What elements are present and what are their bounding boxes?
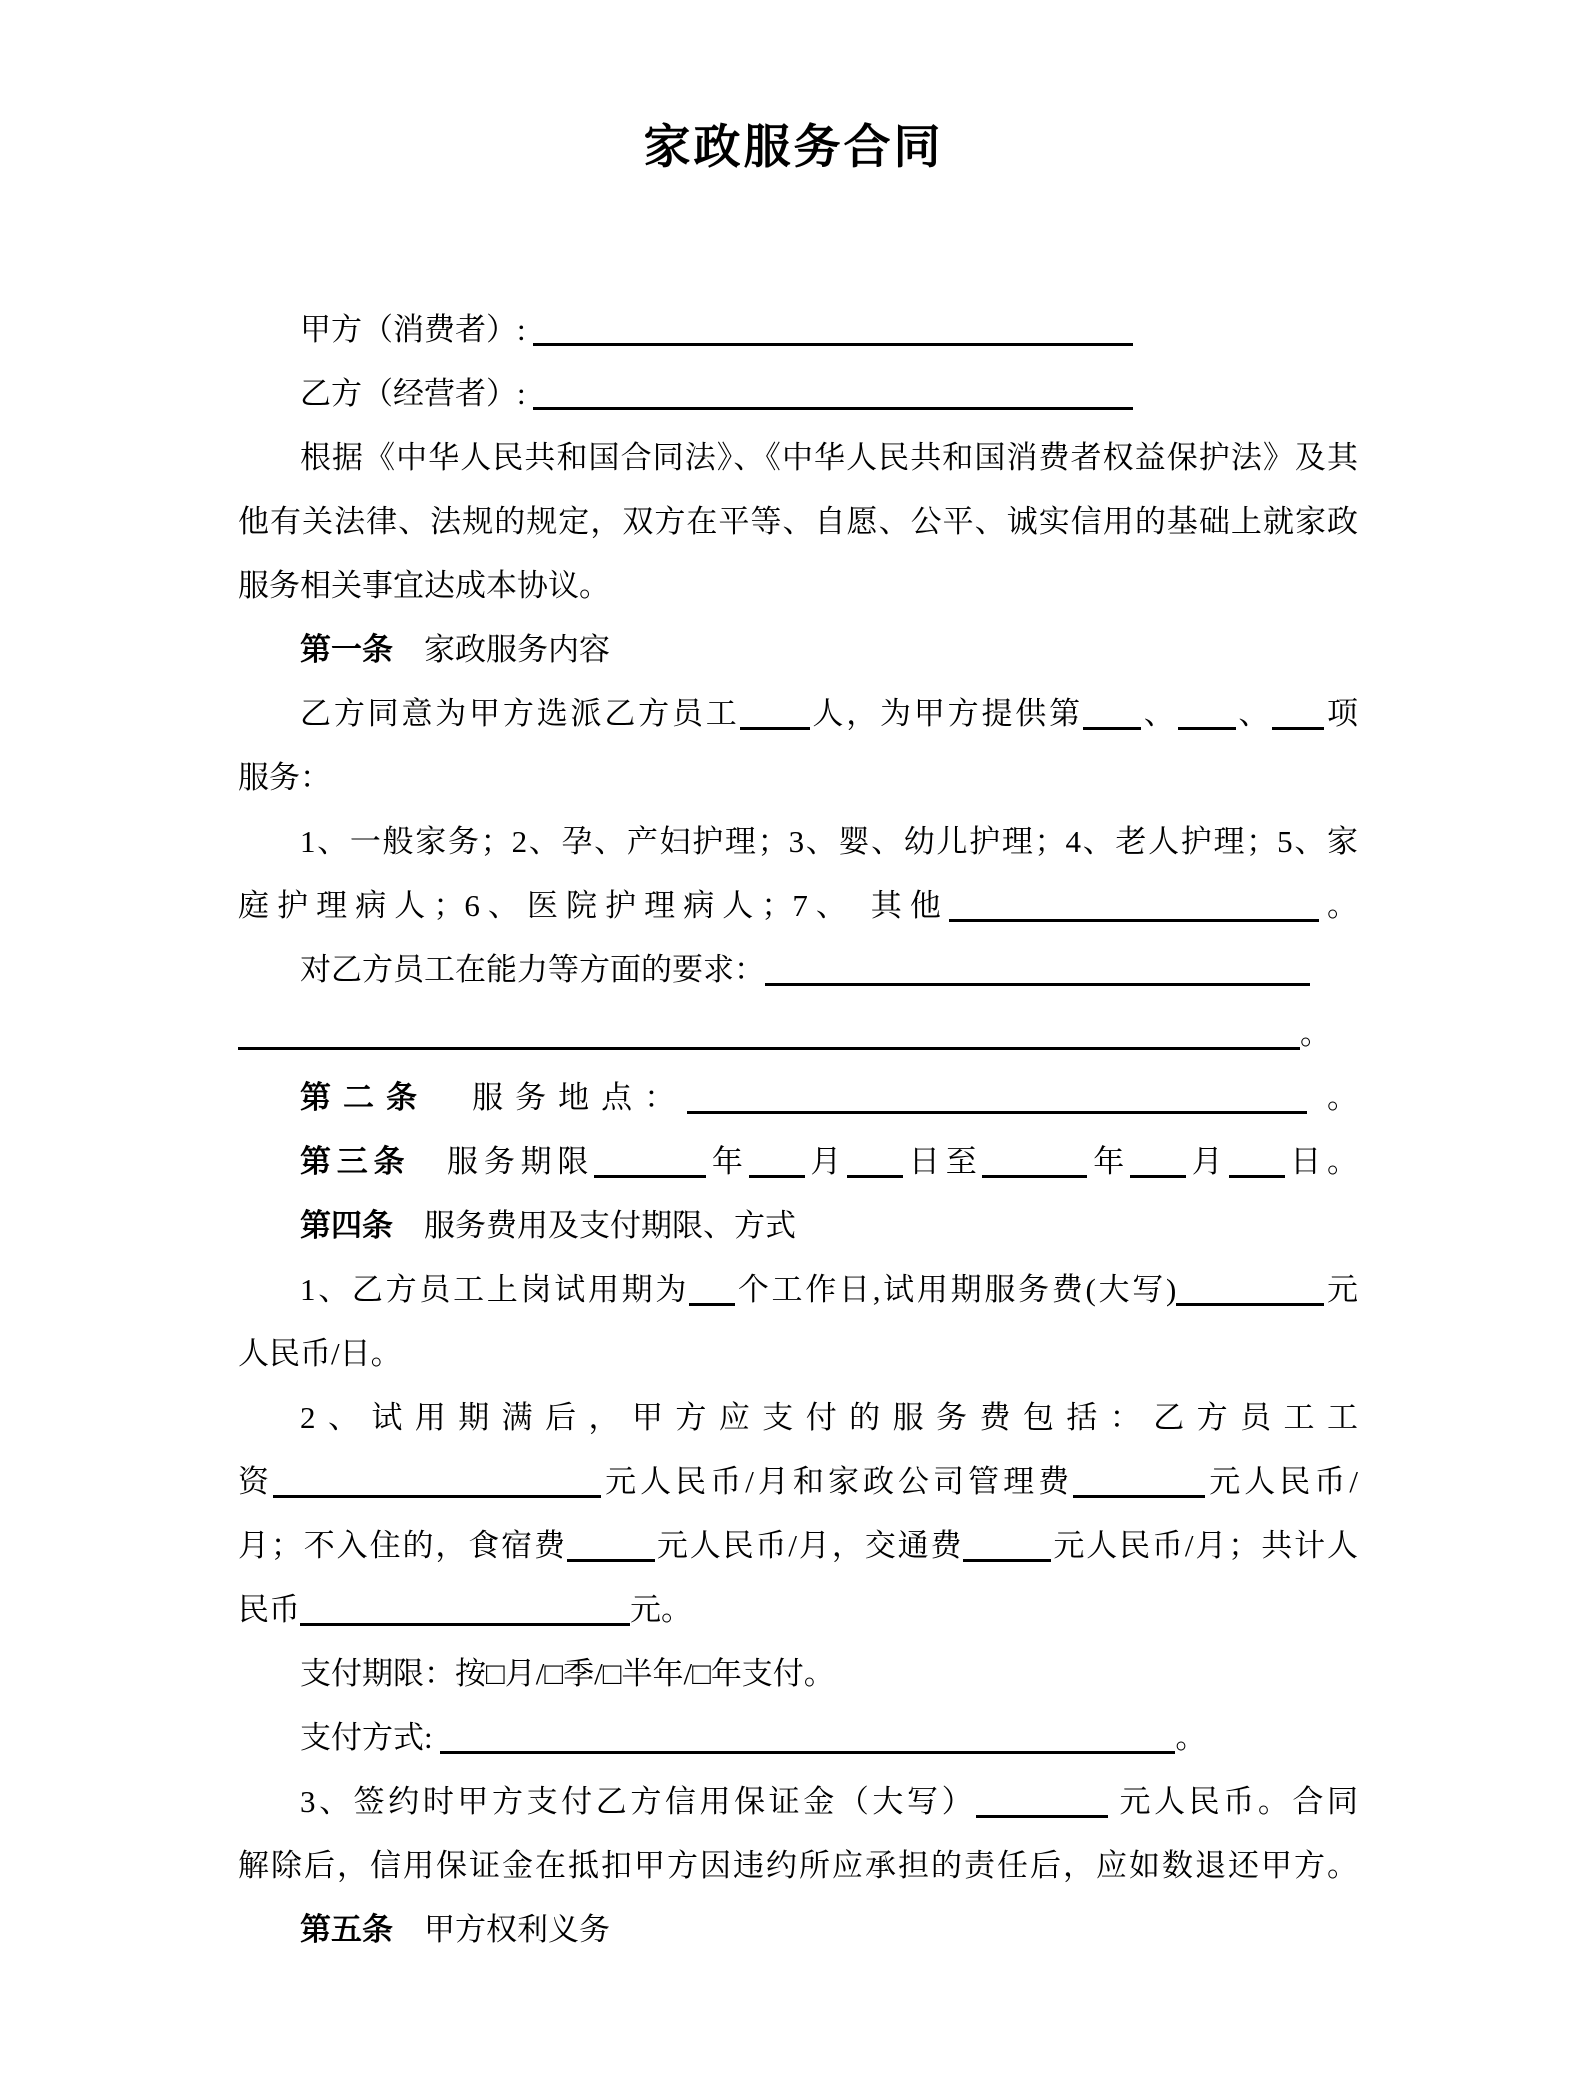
blank-field [1272, 693, 1324, 730]
service-list-line-2 [238, 874, 1358, 938]
blank-field [963, 1525, 1051, 1562]
checkbox-icon: □ [544, 1656, 564, 1691]
text-run: 服务地点： [429, 1080, 688, 1115]
payment-method-line [238, 1706, 1358, 1770]
clause-number: 第一条 [300, 632, 393, 667]
article-2-location-line [238, 1066, 1358, 1130]
text-run: 他有关法律、法规的规定，双方在平等、自愿、公平、诚实信用的基础上就家政 [238, 504, 1358, 539]
text-run: 根据《中华人民共和国合同法》、《中华人民共和国消费者权益保护法》及其 [300, 440, 1358, 475]
preamble-line-2 [238, 490, 1358, 554]
text-run: 对乙方员工在能力等方面的要求： [300, 952, 765, 987]
document-title: 家政服务合同 [643, 122, 944, 174]
blank-field [594, 1141, 706, 1178]
text-run: 个工作日,试用期服务费(大写) [735, 1272, 1177, 1307]
blank-field [740, 693, 810, 730]
blank-field [533, 373, 1133, 410]
blank-field [440, 1717, 1175, 1754]
checkbox-icon: □ [486, 1656, 505, 1691]
trial-fee-line-1 [238, 1258, 1358, 1322]
text-run: 年 [706, 1144, 749, 1179]
text-run: 家政服务内容 [393, 632, 610, 667]
text-run: 。 [1307, 1080, 1358, 1115]
text-run: 元 [1324, 1272, 1358, 1307]
staff-requirement-line-2 [238, 1002, 1358, 1066]
party-b-line [238, 362, 1358, 426]
party-a-line [238, 298, 1358, 362]
text-run: 服务费用及支付期限、方式 [393, 1208, 796, 1243]
trial-fee-line-2 [238, 1322, 1358, 1386]
blank-field [1130, 1141, 1186, 1178]
blank-field [1083, 693, 1141, 730]
checkbox-icon: □ [602, 1656, 622, 1691]
doc-body [238, 298, 1358, 1962]
text-run: 甲方权利义务 [393, 1912, 610, 1947]
service-staff-line-1 [238, 682, 1358, 746]
text-run: 解除后，信用保证金在抵扣甲方因违约所应承担的责任后，应如数退还甲方。 [238, 1848, 1358, 1883]
blank-field [765, 949, 1310, 986]
text-run: 。 [1175, 1720, 1207, 1755]
text-run: 3、签约时甲方支付乙方信用保证金（大写） [300, 1784, 977, 1819]
blank-field [949, 885, 1319, 922]
blank-field [689, 1269, 735, 1306]
fees-line-2 [238, 1450, 1358, 1514]
blank-field [976, 1781, 1108, 1818]
deposit-line-2 [238, 1834, 1358, 1898]
text-run: 半年/ [621, 1656, 693, 1691]
text-run: 元人民币/月和家政公司管理费 [601, 1464, 1074, 1499]
article-1-heading [238, 618, 1358, 682]
preamble-line-3 [238, 554, 1358, 618]
text-run: 服务期限 [410, 1144, 595, 1179]
blank-field [749, 1141, 805, 1178]
text-run: 年 [1087, 1144, 1130, 1179]
payment-schedule-line [238, 1642, 1358, 1706]
clause-number: 第四条 [300, 1208, 393, 1243]
text-run: 2、试用期满后，甲方应支付的服务费包括：乙方员工工 [300, 1400, 1358, 1435]
checkbox-icon: □ [692, 1656, 711, 1691]
text-run: 乙方同意为甲方选派乙方员工 [300, 696, 740, 731]
text-run: 日。 [1284, 1144, 1358, 1179]
text-run: 年支付。 [710, 1656, 835, 1691]
text-run: 人民币/日。 [238, 1336, 402, 1371]
service-staff-line-2 [238, 746, 1358, 810]
text-run: 元人民币。合同 [1108, 1784, 1358, 1819]
text-run: 支付方式: [300, 1720, 441, 1755]
text-run: 月 [1186, 1144, 1229, 1179]
text-run: 乙方（经营者）: [300, 376, 534, 411]
article-3-term-line [238, 1130, 1358, 1194]
text-run: 月；不入住的，食宿费 [238, 1528, 567, 1563]
blank-field [273, 1461, 601, 1498]
text-run: 月 [804, 1144, 848, 1179]
text-run: 资 [238, 1464, 274, 1499]
article-4-heading [238, 1194, 1358, 1258]
blank-field [1229, 1141, 1285, 1178]
text-run: 元。 [630, 1592, 692, 1627]
text-run: 庭护理病人；6、医院护理病人；7、 其他 [238, 888, 949, 923]
blank-field [567, 1525, 655, 1562]
text-run: 甲方（消费者）: [300, 312, 534, 347]
text-run: 1、一般家务；2、孕、产妇护理；3、婴、幼儿护理；4、老人护理；5、家 [300, 824, 1358, 859]
text-run: 日至 [903, 1144, 983, 1179]
text-run: 季/ [563, 1656, 603, 1691]
fees-line-3 [238, 1514, 1358, 1578]
blank-field [300, 1589, 630, 1626]
text-run: 支付期限：按 [300, 1656, 486, 1691]
text-run: 、 [1140, 696, 1178, 731]
text-run: 1、乙方员工上岗试用期为 [300, 1272, 690, 1307]
text-run: 元人民币/月；共计人 [1051, 1528, 1358, 1563]
blank-field [687, 1077, 1307, 1114]
blank-field [1178, 693, 1236, 730]
staff-requirement-line-1 [238, 938, 1358, 1002]
text-run: 项 [1324, 696, 1358, 731]
text-run: 服务： [238, 760, 331, 795]
fees-line-4 [238, 1578, 1358, 1642]
blank-field [533, 309, 1133, 346]
blank-field [238, 1013, 1300, 1050]
clause-number: 第二条 [300, 1080, 430, 1115]
service-list-line-1 [238, 810, 1358, 874]
fees-line-1 [238, 1386, 1358, 1450]
blank-field [1176, 1269, 1324, 1306]
text-run: 。 [1300, 1016, 1331, 1051]
text-run: 。 [1318, 888, 1358, 923]
preamble-line-1 [238, 426, 1358, 490]
text-run: 元人民币/ [1205, 1464, 1358, 1499]
text-run: 服务相关事宜达成本协议。 [238, 568, 610, 603]
text-run: 月/ [504, 1656, 545, 1691]
clause-number: 第五条 [300, 1912, 393, 1947]
blank-field [847, 1141, 903, 1178]
blank-field [1073, 1461, 1205, 1498]
text-run: 元人民币/月，交通费 [654, 1528, 964, 1563]
article-5-heading [238, 1898, 1358, 1962]
text-run: 、 [1235, 696, 1273, 731]
deposit-line-1 [238, 1770, 1358, 1834]
clause-number: 第三条 [300, 1144, 411, 1179]
text-run: 民币 [238, 1592, 300, 1627]
text-run: 人，为甲方提供第 [809, 696, 1083, 731]
blank-field [982, 1141, 1087, 1178]
